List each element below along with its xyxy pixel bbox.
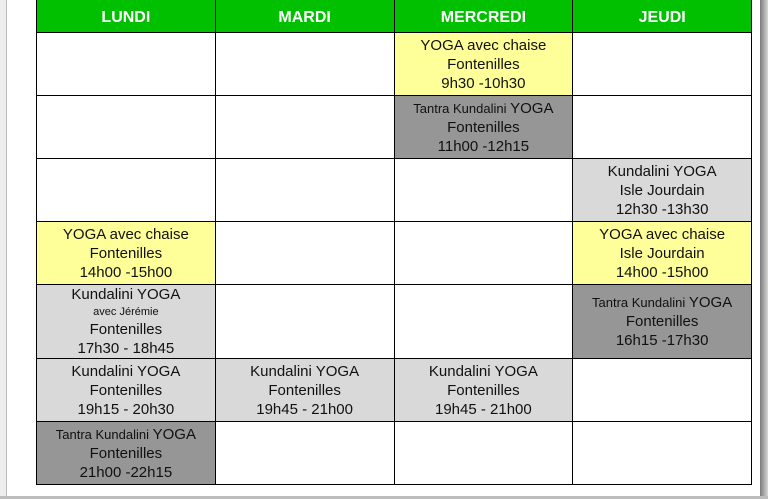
- class-title: [37, 425, 215, 444]
- class-cell-lundi-kundalini-jeremie: [37, 285, 216, 359]
- class-teacher-note: avec Jérémie: [93, 306, 159, 318]
- class-title: Kundalini YOGA: [250, 362, 360, 380]
- class-cell-mercredi-tantra: [394, 96, 573, 159]
- class-title-prefix: Tantra Kundalini: [592, 295, 686, 310]
- empty-cell: [394, 222, 573, 285]
- time-slot-row-3: [37, 159, 752, 222]
- time-slot-row-1: [37, 33, 752, 96]
- class-title: YOGA avec chaise: [420, 36, 547, 54]
- class-time: 17h30 - 18h45: [77, 340, 175, 357]
- empty-cell: [37, 33, 216, 96]
- empty-cell: [215, 159, 394, 222]
- class-title-suffix: YOGA: [510, 99, 554, 117]
- day-header-jeudi: JEUDI: [573, 0, 752, 33]
- class-title: Kundalini YOGA: [428, 362, 538, 380]
- class-time: 14h00 -15h00: [615, 263, 709, 281]
- class-location: Fontenilles: [447, 118, 520, 136]
- class-location: Fontenilles: [89, 321, 163, 338]
- class-cell-mercredi-yoga-chaise: [394, 33, 573, 96]
- class-title-prefix: Tantra Kundalini: [55, 426, 149, 442]
- empty-cell: [573, 96, 752, 159]
- class-cell-jeudi-tantra: [573, 285, 752, 359]
- class-location: Isle Jourdain: [619, 244, 705, 262]
- class-cell-lundi-yoga-chaise: [37, 222, 216, 285]
- class-time: 19h45 - 21h00: [434, 400, 532, 418]
- class-cell-lundi-kundalini: [37, 359, 216, 422]
- empty-cell: [37, 159, 216, 222]
- empty-cell: [215, 222, 394, 285]
- class-title: YOGA avec chaise: [62, 225, 189, 243]
- class-title-prefix: Tantra Kundalini: [413, 100, 507, 116]
- class-time: 19h45 - 21h00: [256, 400, 353, 418]
- class-cell-jeudi-kundalini: [573, 159, 752, 222]
- empty-cell: [215, 422, 394, 485]
- class-title-suffix: YOGA: [688, 294, 733, 311]
- class-title: [395, 99, 573, 118]
- class-cell-jeudi-yoga-chaise: [573, 222, 752, 285]
- class-title: YOGA avec chaise: [599, 225, 726, 243]
- empty-cell: [394, 159, 573, 222]
- class-location: Isle Jourdain: [619, 181, 705, 199]
- class-title: Kundalini YOGA: [71, 362, 181, 380]
- class-time: 11h00 -12h15: [437, 137, 530, 155]
- class-time: 9h30 -10h30: [441, 74, 526, 92]
- header-row: [37, 0, 752, 33]
- class-time: 12h30 -13h30: [615, 200, 709, 218]
- empty-cell: [573, 422, 752, 485]
- empty-cell: [573, 359, 752, 422]
- class-location: Fontenilles: [447, 55, 520, 73]
- empty-cell: [215, 33, 394, 96]
- class-location: Fontenilles: [89, 381, 163, 399]
- class-title: [573, 293, 751, 312]
- empty-cell: [573, 33, 752, 96]
- class-title: Kundalini YOGA: [71, 286, 181, 303]
- empty-cell: [394, 422, 573, 485]
- class-cell-mardi-kundalini: [215, 359, 394, 422]
- class-time: 19h15 - 20h30: [77, 400, 175, 418]
- time-slot-row-2: [37, 96, 752, 159]
- class-title-suffix: YOGA: [152, 425, 196, 443]
- day-header-mardi: MARDI: [215, 0, 394, 33]
- empty-cell: [215, 96, 394, 159]
- empty-cell: [394, 285, 573, 359]
- schedule-table: [36, 0, 752, 485]
- empty-cell: [215, 285, 394, 359]
- class-cell-lundi-tantra: [37, 422, 216, 485]
- class-location: Fontenilles: [89, 444, 163, 462]
- class-location: Fontenilles: [89, 244, 163, 262]
- day-header-lundi: LUNDI: [37, 0, 216, 33]
- time-slot-row-7: [37, 422, 752, 485]
- time-slot-row-5: [37, 285, 752, 359]
- class-time: 21h00 -22h15: [79, 463, 173, 481]
- empty-cell: [37, 96, 216, 159]
- day-header-mercredi: MERCREDI: [394, 0, 573, 33]
- class-time: 14h00 -15h00: [79, 263, 173, 281]
- class-location: Fontenilles: [625, 313, 699, 330]
- page-right-shadow: [760, 0, 768, 499]
- class-title: Kundalini YOGA: [607, 162, 717, 180]
- time-slot-row-6: [37, 359, 752, 422]
- class-cell-mercredi-kundalini: [394, 359, 573, 422]
- class-location: Fontenilles: [268, 381, 341, 399]
- page-left-edge: [0, 0, 7, 499]
- class-time: 16h15 -17h30: [615, 332, 709, 349]
- class-location: Fontenilles: [447, 381, 520, 399]
- time-slot-row-4: [37, 222, 752, 285]
